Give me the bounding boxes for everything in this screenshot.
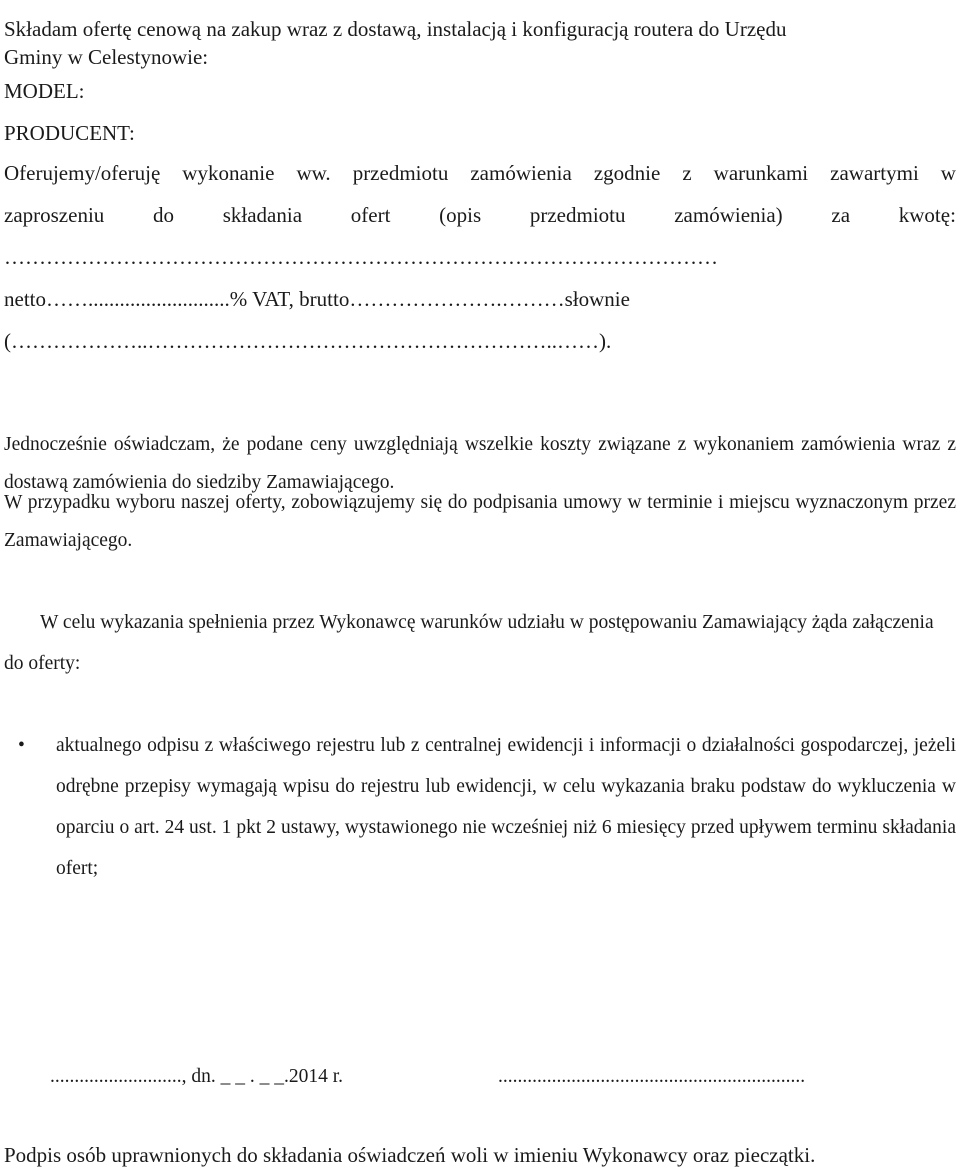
signature-caption: Podpis osób uprawnionych do składania oświadczeń woli w imieniu Wykonawcy oraz pieczątki. xyxy=(4,1143,816,1167)
offer-word: przedmiotu xyxy=(352,161,449,185)
offer-word: zamówienia) xyxy=(674,203,783,227)
offer-word: warunkami xyxy=(713,161,809,185)
netto-vat-brutto-line: netto……...........................% VAT, brutto………………….………słownie xyxy=(4,287,630,311)
offer-word: zamówienia xyxy=(470,161,572,185)
offer-word: Oferujemy/oferuję xyxy=(4,161,161,185)
offer-word: zgodnie xyxy=(593,161,661,185)
offer-word: wykonanie xyxy=(182,161,275,185)
requirement-text: aktualnego odpisu z właściwego rejestru lub z centralnej ewidencji i informacji o działalności gospodarczej, jeżeli odrębne przepisy wymagają wpisu do rejestru lub ewidencji, w celu wykazania braku podstaw do wykluczenia w oparciu o art. 24 ust. 1 pkt 2 ustawy, wystawionego nie wcześniej niż 6 miesięcy przed upływem terminu składania ofert; xyxy=(56,735,956,879)
model-label: MODEL: xyxy=(4,79,85,103)
bullet-icon: • xyxy=(18,735,25,756)
offer-word: ofert xyxy=(350,203,391,227)
place-date-field: ..........................., dn. _ _ . _ _.2014 r. xyxy=(50,1066,344,1087)
offer-word: z xyxy=(682,161,692,185)
signature-field: ............................................................... xyxy=(498,1066,806,1087)
offer-word: kwotę: xyxy=(898,203,956,227)
offer-line-1 xyxy=(4,158,956,188)
offer-heading-line-2: Gminy w Celestynowie: xyxy=(4,45,209,69)
offer-word: w xyxy=(940,161,956,185)
requirements-list-item xyxy=(18,725,956,889)
offer-word: za xyxy=(831,203,851,227)
offer-word: do xyxy=(153,203,175,227)
offer-line-2 xyxy=(4,200,956,230)
producer-label: PRODUCENT: xyxy=(4,121,135,145)
slownie-line: (………………..…………………………………………………..……). xyxy=(4,329,612,353)
offer-word: zawartymi xyxy=(830,161,919,185)
offer-word: przedmiotu xyxy=(529,203,626,227)
requirements-intro: W celu wykazania spełnienia przez Wykonawcę warunków udziału w postępowaniu Zamawiający żąda załączenia do oferty: xyxy=(4,612,934,674)
amount-dotted-line: ………………………………………………………………………………………… xyxy=(4,245,718,269)
declaration-paragraph-contract: W przypadku wyboru naszej oferty, zobowiązujemy się do podpisania umowy w terminie i miejscu wyznaczonym przez Zamawiającego. xyxy=(4,492,956,551)
offer-word: składania xyxy=(222,203,303,227)
offer-heading-line-1: Składam ofertę cenową na zakup wraz z dostawą, instalacją i konfiguracją routera do Urzędu xyxy=(4,17,787,41)
offer-word: zaproszeniu xyxy=(4,203,105,227)
offer-word: (opis xyxy=(439,203,482,227)
offer-word: ww. xyxy=(296,161,331,185)
declaration-paragraph-costs: Jednocześnie oświadczam, że podane ceny uwzględniają wszelkie koszty związane z wykonaniem zamówienia wraz z dostawą zamówienia do siedziby Zamawiającego. xyxy=(4,434,956,493)
